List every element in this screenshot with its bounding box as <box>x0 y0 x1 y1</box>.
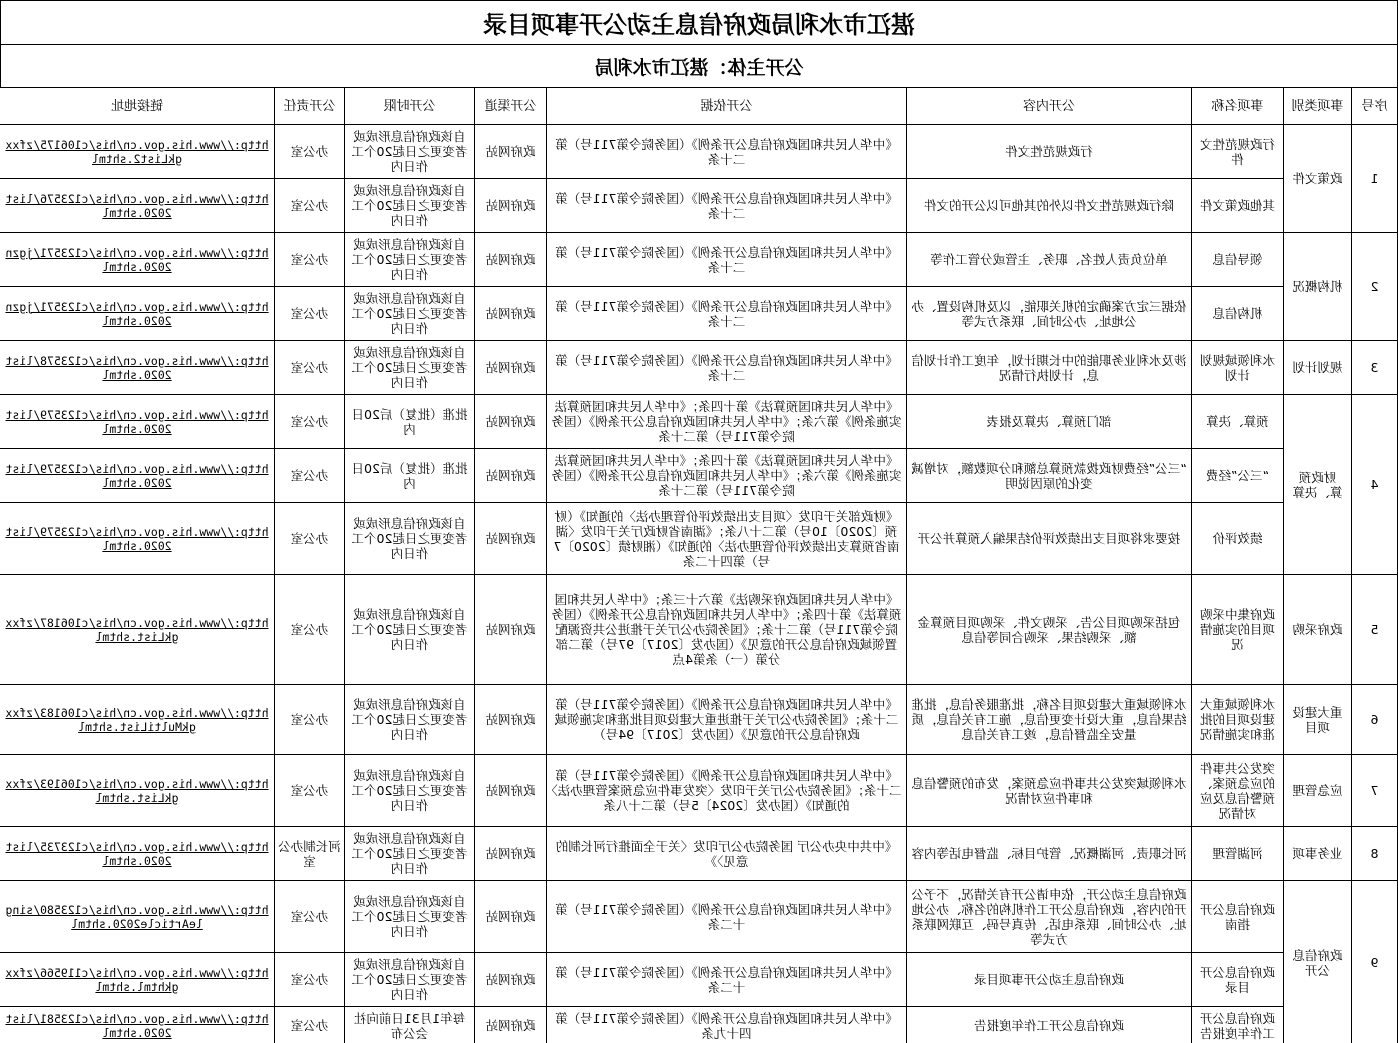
row-link[interactable]: http://www.his.gov.cn/his/c106193/zfxxgkList.shtml <box>0 755 275 827</box>
table-row <box>0 685 1398 755</box>
row-content: 河长职责、河湖概况、管护目标、监督电话等内容 <box>907 827 1192 881</box>
row-link[interactable]: http://www.his.gov.cn/his/c106187/zfxxgkList.shtml <box>0 575 275 685</box>
row-category: 政策文件 <box>1284 125 1352 233</box>
row-channel: 政府网站 <box>475 233 547 287</box>
row-responsibility: 办公室 <box>275 125 345 179</box>
row-time-limit: 自该政府信息形成或者变更之日起20个工作日内 <box>345 233 475 287</box>
row-channel: 政府网站 <box>475 755 547 827</box>
row-basis: 《中华人民共和国政府信息公开条例》（国务院令第711号）第二十条 <box>547 341 907 395</box>
row-responsibility: 办公室 <box>275 233 345 287</box>
row-channel: 政府网站 <box>475 953 547 1007</box>
row-no: 5 <box>1352 575 1398 685</box>
row-item-name: “三公”经费 <box>1192 449 1284 503</box>
header-item-name: 事项名称 <box>1192 88 1284 125</box>
row-content: 依据三定方案确定的机关职能，以及机构设置、办公地址、办公时间、联系方式等 <box>907 287 1192 341</box>
row-time-limit: 自该政府信息形成或者变更之日起20个工作日内 <box>345 827 475 881</box>
row-responsibility: 河长制办公室 <box>275 827 345 881</box>
header-time-limit: 公开时限 <box>345 88 475 125</box>
row-channel: 政府网站 <box>475 395 547 449</box>
row-content: 政府信息主动公开，依申请公开有关情况，不予公开的内容，政府信息公开工作机构的名称、办公地址、办公时间、联系电话、传真号码、互联网联系方式等 <box>907 881 1192 953</box>
header-no: 序号 <box>1352 88 1398 125</box>
table-row <box>0 287 1398 341</box>
row-category: 机构概况 <box>1284 233 1352 341</box>
row-link[interactable]: http://www.his.gov.cn/his/c123578/list2020.shtml <box>0 341 275 395</box>
row-basis: 《中华人民共和国政府信息公开条例》（国务院令第711号）第二十条 <box>547 287 907 341</box>
row-channel: 政府网站 <box>475 125 547 179</box>
row-channel: 政府网站 <box>475 287 547 341</box>
row-content: “三公”经费财政拨款预算总额和分项数额，对增减变化的原因说明 <box>907 449 1192 503</box>
row-category: 重大建设项目 <box>1284 685 1352 755</box>
row-channel: 政府网站 <box>475 685 547 755</box>
row-time-limit: 自该政府信息形成或者变更之日起20个工作日内 <box>345 881 475 953</box>
row-item-name: 行政规范性文件 <box>1192 125 1284 179</box>
row-responsibility: 办公室 <box>275 503 345 575</box>
row-basis: 《中华人民共和国政府信息公开条例》（国务院令第711号）第二十条 <box>547 125 907 179</box>
row-basis: 《中华人民共和国政府信息公开条例》（国务院令第711号）第二十条 <box>547 179 907 233</box>
row-item-name: 其他政策文件 <box>1192 179 1284 233</box>
row-category: 业务事项 <box>1284 827 1352 881</box>
row-basis: 《中华人民共和国政府信息公开条例》（国务院令第711号）第四十九条 <box>547 1007 907 1043</box>
table-row <box>0 341 1398 395</box>
row-basis: 《中华人民共和国预算法》第十四条；《中华人民共和国预算法实施条例》第六条；《中华人民共和国政府信息公开条例》（国务院令第711号）第二十条 <box>547 449 907 503</box>
header-category: 事项类别 <box>1284 88 1352 125</box>
row-channel: 政府网站 <box>475 827 547 881</box>
row-responsibility: 办公室 <box>275 449 345 503</box>
row-content: 行政规范性文件 <box>907 125 1192 179</box>
header-basis: 公开依据 <box>547 88 907 125</box>
table-row <box>0 953 1398 1007</box>
row-item-name: 绩效评价 <box>1192 503 1284 575</box>
row-no: 1 <box>1352 125 1398 233</box>
row-no: 9 <box>1352 881 1398 1043</box>
row-item-name: 政府集中采购项目的实施情况 <box>1192 575 1284 685</box>
row-link[interactable]: http://www.his.gov.cn/his/c123579/list2020.shtml <box>0 395 275 449</box>
row-link[interactable]: http://www.his.gov.cn/his/c123571/jgzn2020.shtml <box>0 287 275 341</box>
row-channel: 政府网站 <box>475 575 547 685</box>
row-item-name: 突发公共事件的应急预案、预警信息及应对情况 <box>1192 755 1284 827</box>
table-row <box>0 503 1398 575</box>
row-basis: 《中华人民共和国预算法》第十四条；《中华人民共和国预算法实施条例》第六条；《中华人民共和国政府信息公开条例》（国务院令第711号）第二十条 <box>547 395 907 449</box>
table-row <box>0 179 1398 233</box>
table-row <box>0 575 1398 685</box>
row-time-limit: 自该政府信息形成或者变更之日起20个工作日内 <box>345 685 475 755</box>
row-item-name: 预算、决算 <box>1192 395 1284 449</box>
row-link[interactable]: http://www.his.gov.cn/his/c123576/list2020.shtml <box>0 179 275 233</box>
row-item-name: 领导信息 <box>1192 233 1284 287</box>
table-row <box>0 827 1398 881</box>
row-link[interactable]: http://www.his.gov.cn/his/c106183/zfxxgkMultiList.shtml <box>0 685 275 755</box>
row-content: 政府信息公开工作年度报告 <box>907 1007 1192 1043</box>
table-row <box>0 755 1398 827</box>
row-link[interactable]: http://www.his.gov.cn/his/c123579/list2020.shtml <box>0 449 275 503</box>
header-channel: 公开渠道 <box>475 88 547 125</box>
row-content: 政府信息主动公开事项目录 <box>907 953 1192 1007</box>
row-no: 6 <box>1352 685 1398 755</box>
row-category: 财政预算、决算 <box>1284 395 1352 575</box>
row-link[interactable]: http://www.his.gov.cn/his/c123580/singleArticle2020.shtml <box>0 881 275 953</box>
disclosure-catalog-table <box>0 87 1398 1043</box>
row-time-limit: 自该政府信息形成或者变更之日起20个工作日内 <box>345 125 475 179</box>
row-item-name: 政府信息公开目录 <box>1192 953 1284 1007</box>
row-time-limit: 批准（批复）后20日内 <box>345 449 475 503</box>
row-content: 水利领域突发公共事件应急预案，发布的预警信息和事件应对情况 <box>907 755 1192 827</box>
row-link[interactable]: http://www.his.gov.cn/his/c106175/zfxxgkList2.shtml <box>0 125 275 179</box>
header-responsibility: 公开责任 <box>275 88 345 125</box>
row-channel: 政府网站 <box>475 341 547 395</box>
header-link: 链接地址 <box>0 88 275 125</box>
row-responsibility: 办公室 <box>275 395 345 449</box>
row-link[interactable]: http://www.his.gov.cn/his/c123581/list2020.shtml <box>0 1007 275 1043</box>
row-link[interactable]: http://www.his.gov.cn/his/c123735/list2020.shtml <box>0 827 275 881</box>
row-basis: 《中华人民共和国政府信息公开条例》（国务院令第711号）第二十条 <box>547 233 907 287</box>
table-row <box>0 881 1398 953</box>
row-basis: 《中华人民共和国政府采购法》第六十三条；《中华人民共和国预算法》第十四条；《中华人民共和国政府信息公开条例》（国务院令第711号）第二十条；《国务院办公厅关于推进公共资源配置领域政府信息公开的意见》（国办发〔2017〕97号）第二部分第（一）条第4点 <box>547 575 907 685</box>
row-link[interactable]: http://www.his.gov.cn/his/c123571/jgzn2020.shtml <box>0 233 275 287</box>
row-channel: 政府网站 <box>475 881 547 953</box>
row-time-limit: 自该政府信息形成或者变更之日起20个工作日内 <box>345 179 475 233</box>
row-item-name: 河湖管理 <box>1192 827 1284 881</box>
row-content: 涉及水利业务职能的中长期计划，年度工作计划信息，计划执行情况 <box>907 341 1192 395</box>
row-content: 单位负责人姓名、职务、主管或分管工作等 <box>907 233 1192 287</box>
row-item-name: 水利领域重大建设项目的批准和实施情况 <box>1192 685 1284 755</box>
row-item-name: 机构信息 <box>1192 287 1284 341</box>
row-time-limit: 自该政府信息形成或者变更之日起20个工作日内 <box>345 341 475 395</box>
row-responsibility: 办公室 <box>275 1007 345 1043</box>
row-responsibility: 办公室 <box>275 287 345 341</box>
row-time-limit: 每年1月31日前向社会公布 <box>345 1007 475 1043</box>
row-item-name: 政府信息公开指南 <box>1192 881 1284 953</box>
row-no: 4 <box>1352 395 1398 575</box>
header-content: 公开内容 <box>907 88 1192 125</box>
row-link[interactable]: http://www.his.gov.cn/his/c119566/zfxxgkhtml.shtml <box>0 953 275 1007</box>
row-content: 除行政规范性文件以外的其他可以公开的文件 <box>907 179 1192 233</box>
row-responsibility: 办公室 <box>275 575 345 685</box>
row-time-limit: 自该政府信息形成或者变更之日起20个工作日内 <box>345 755 475 827</box>
row-content: 按要求将项目支出绩效评价结果编入预算并公开 <box>907 503 1192 575</box>
table-row <box>0 1007 1398 1043</box>
table-row <box>0 233 1398 287</box>
row-channel: 政府网站 <box>475 449 547 503</box>
row-responsibility: 办公室 <box>275 179 345 233</box>
row-content: 包括采购项目公告、采购文件、采购项目预算金额、采购结果、采购合同等信息 <box>907 575 1192 685</box>
row-responsibility: 办公室 <box>275 685 345 755</box>
row-time-limit: 自该政府信息形成或者变更之日起20个工作日内 <box>345 575 475 685</box>
row-channel: 政府网站 <box>475 503 547 575</box>
row-category: 政府采购 <box>1284 575 1352 685</box>
row-time-limit: 自该政府信息形成或者变更之日起20个工作日内 <box>345 953 475 1007</box>
row-basis: 《中华人民共和国政府信息公开条例》（国务院令第711号）第十二条 <box>547 881 907 953</box>
row-time-limit: 自该政府信息形成或者变更之日起20个工作日内 <box>345 287 475 341</box>
table-header-row <box>0 88 1398 125</box>
row-item-name: 水利领域规划计划 <box>1192 341 1284 395</box>
row-link[interactable]: http://www.his.gov.cn/his/c123579/list2020.shtml <box>0 503 275 575</box>
publishing-subject: 公开主体：湛江市水利局 <box>0 44 1398 87</box>
row-responsibility: 办公室 <box>275 881 345 953</box>
row-category: 规划计划 <box>1284 341 1352 395</box>
row-no: 7 <box>1352 755 1398 827</box>
row-channel: 政府网站 <box>475 1007 547 1043</box>
row-no: 8 <box>1352 827 1398 881</box>
row-content: 水利领域重大建设项目名称，批准服务信息，批准结果信息，重大设计变更信息，施工有关信息，质量安全监督信息，竣工有关信息 <box>907 685 1192 755</box>
row-channel: 政府网站 <box>475 179 547 233</box>
row-basis: 《中华人民共和国政府信息公开条例》（国务院令第711号）第二十条；《国务院办公厅关于推进重大建设项目批准和实施领域政府信息公开的意见》（国办发〔2017〕94号） <box>547 685 907 755</box>
row-time-limit: 批准（批复）后20日内 <box>345 395 475 449</box>
table-row <box>0 395 1398 449</box>
row-category: 政府信息公开 <box>1284 881 1352 1043</box>
row-basis: 《中华人民共和国政府信息公开条例》（国务院令第711号）第十二条 <box>547 953 907 1007</box>
table-row <box>0 449 1398 503</box>
row-item-name: 政府信息公开工作年度报告 <box>1192 1007 1284 1043</box>
row-responsibility: 办公室 <box>275 755 345 827</box>
row-time-limit: 自该政府信息形成或者变更之日起20个工作日内 <box>345 503 475 575</box>
row-basis: 《中华人民共和国政府信息公开条例》（国务院令第711号）第二十条；《国务院办公厅关于印发〈突发事件应急预案管理办法〉的通知》（国办发〔2024〕5号）第二十八条 <box>547 755 907 827</box>
row-category: 应急管理 <box>1284 755 1352 827</box>
row-responsibility: 办公室 <box>275 341 345 395</box>
row-no: 3 <box>1352 341 1398 395</box>
row-basis: 《财政部关于印发〈项目支出绩效评价管理办法〉的通知》（财预〔2020〕10号）第二十八条；《湖南省财政厅关于印发〈湖南省预算支出绩效评价管理办法〉的通知》（湘财绩〔2020〕7号）第四十二条 <box>547 503 907 575</box>
row-responsibility: 办公室 <box>275 953 345 1007</box>
row-basis: 《中共中央办公厅 国务院办公厅印发〈关于全面推行河长制的意见〉》 <box>547 827 907 881</box>
page-title: 湛江市水利局政府信息主动公开事项目录 <box>0 0 1398 44</box>
row-content: 部门预算、决算及报表 <box>907 395 1192 449</box>
table-row <box>0 125 1398 179</box>
row-no: 2 <box>1352 233 1398 341</box>
